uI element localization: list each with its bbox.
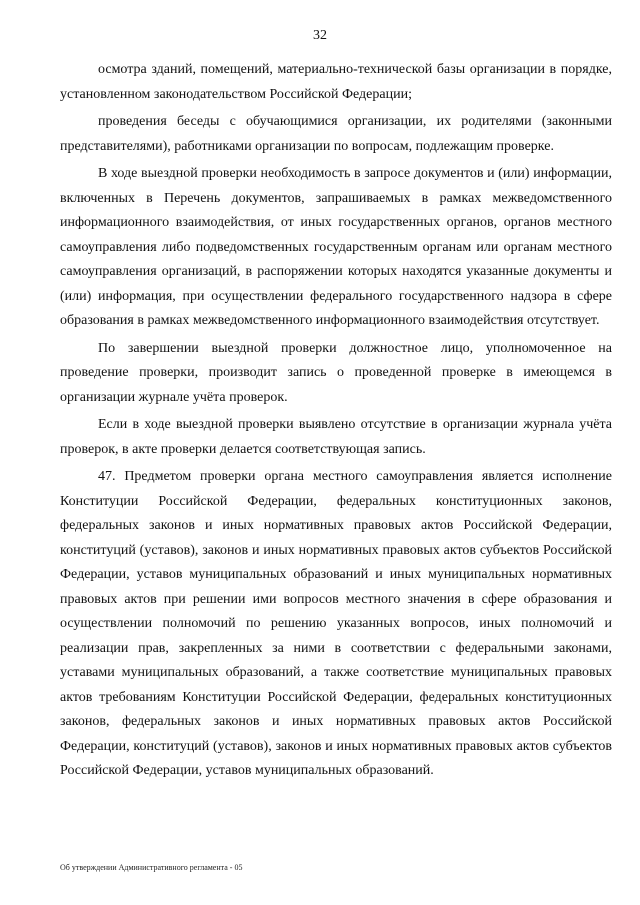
paragraph-inspection-buildings: осмотра зданий, помещений, материально-технической базы организации в порядке, установленном законодательством Российской Федерации; bbox=[60, 62, 612, 102]
document-footer: Об утверждении Административного регламента - 05 bbox=[60, 863, 243, 872]
paragraph-inspection-record: По завершении выездной проверки должностное лицо, уполномоченное на проведение проверки, производит запись о проведенной проверке в имеющемся в организации журнале учёта проверок. bbox=[60, 340, 612, 405]
paragraph-document-requests: В ходе выездной проверки необходимость в запросе документов и (или) информации, включенных в Перечень документов, запрашиваемых в рамках межведомственного информационного взаимодействия, от иных государственных органов, органов местного самоуправления либо подведомственных государственным органам или органам местного самоуправления организаций, в распоряжении которых находятся указанные документы и (или) информация, при осуществлении федерального государственного надзора в сфере образования в рамках межведомственного информационного взаимодействия отсутствует. bbox=[60, 166, 612, 328]
paragraph-clause-47: 47. Предметом проверки органа местного самоуправления является исполнение Конституции Российской Федерации, федеральных конституционных законов, федеральных законов и иных нормативных правовых актов Российской Федерации, конституций (уставов), законов и иных нормативных правовых актов субъектов Российской Федерации, уставов муниципальных образований и иных муниципальных нормативных правовых актов при решении ими вопросов местного значения в сфере образования и осуществлении полномочий по решению указанных вопросов, иных полномочий и реализации прав, закрепленных за ними в соответствии с федеральными законами, уставами муниципальных образований, а также соответствие муниципальных правовых актов требованиям Конституции Российской Федерации, федеральных конституционных законов, федеральных законов и иных нормативных правовых актов Российской Федерации, конституций (уставов), законов и иных нормативных правовых актов субъектов Российской Федерации, уставов муниципальных образований. bbox=[60, 469, 612, 778]
paragraph-missing-journal: Если в ходе выездной проверки выявлено отсутствие в организации журнала учёта проверок, в акте проверки делается соответствующая запись. bbox=[60, 417, 612, 457]
document-body bbox=[60, 58, 612, 787]
paragraph-interviews: проведения беседы с обучающимися организации, их родителями (законными представителями), работниками организации по вопросам, подлежащим проверке. bbox=[60, 114, 612, 154]
page-number: 32 bbox=[313, 28, 327, 43]
